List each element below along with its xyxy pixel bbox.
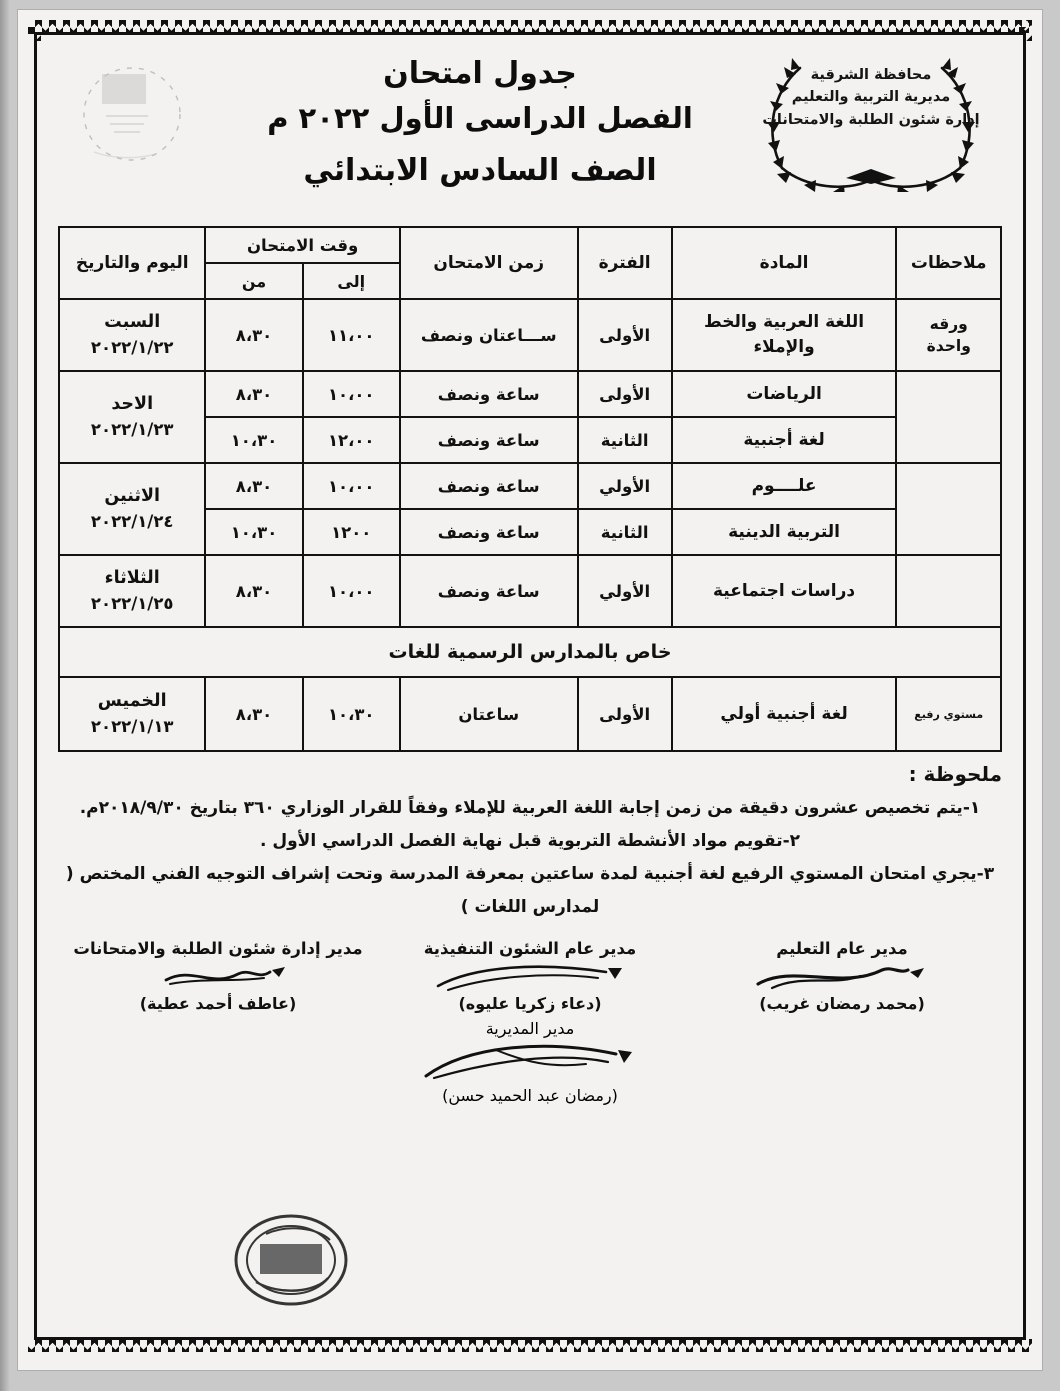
note-item-3: ٣-يجري امتحان المستوي الرفيع لغة أجنبية لمدة ساعتين بمعرفة المدرسة وتحت إشراف التوجيه الفني المختص ( لمدارس اللغات ): [65, 864, 995, 918]
languages-banner-row: [59, 627, 1001, 677]
signature-role: مدير عام التعليم: [776, 938, 908, 958]
cell-time-to: ١٢٠٠: [303, 509, 400, 555]
table-row: [59, 555, 1001, 627]
notes-section: [58, 762, 1002, 925]
signature-name: (عاطف أحمد عطية): [139, 993, 297, 1013]
day-date: ٢٠٢٢/١/٢٣: [90, 420, 174, 439]
signature-row: [58, 939, 1002, 1013]
cell-duration: ساعة ونصف: [400, 463, 578, 509]
cell-time-from: ٨،٣٠: [205, 371, 302, 417]
cell-time-to: ١٠،٣٠: [303, 677, 400, 751]
cell-period: الأولي: [578, 555, 672, 627]
cell-period: الأولى: [578, 371, 672, 417]
handwritten-signature-icon: [68, 960, 368, 994]
emblem-line-department: إدارة شئون الطلبة والامتحانات: [762, 111, 980, 128]
languages-schools-banner: خاص بالمدارس الرسمية للغات: [59, 627, 1001, 677]
cell-notes: [896, 555, 1001, 627]
cell-duration: ساعة ونصف: [400, 555, 578, 627]
th-notes: ملاحظات: [896, 227, 1001, 299]
day-date: ٢٠٢٢/١/٢٥: [90, 594, 174, 613]
table-header-row: [59, 227, 1001, 263]
cell-duration: ساعة ونصف: [400, 509, 578, 555]
cell-time-to: ١٢،٠٠: [303, 417, 400, 463]
document-page: [18, 10, 1042, 1370]
table-row: [59, 463, 1001, 509]
cell-subject: الرياضات: [672, 371, 897, 417]
cell-subject: علــــوم: [672, 463, 897, 509]
exam-schedule-table: [58, 226, 1002, 752]
cell-time-from: ٨،٣٠: [205, 463, 302, 509]
signature-role: مدير عام الشئون التنفيذية: [423, 938, 637, 958]
cell-time-to: ١١،٠٠: [303, 299, 400, 371]
handwritten-signature-icon: [692, 960, 992, 994]
cell-time-from: ٨،٣٠: [205, 555, 302, 627]
day-date: ٢٠٢٢/١/٢٤: [90, 512, 174, 531]
th-period: الفترة: [578, 227, 672, 299]
cell-period: الأولى: [578, 677, 672, 751]
cell-time-from: ١٠،٣٠: [205, 417, 302, 463]
document-header: [58, 50, 1002, 222]
day-date: ٢٠٢٢/١/٢٢: [90, 338, 174, 357]
th-exam-time: وقت الامتحان: [205, 227, 399, 263]
title-exam-schedule: جدول امتحان: [383, 56, 577, 91]
th-time-to: إلى: [303, 263, 400, 299]
signature-name: (رمضان عبد الحميد حسن): [442, 1085, 618, 1105]
page-title: [208, 56, 752, 188]
th-duration: زمن الامتحان: [400, 227, 578, 299]
cell-day-date: [59, 463, 205, 555]
cell-day-date: [59, 371, 205, 463]
cell-time-to: ١٠،٠٠: [303, 371, 400, 417]
cell-time-from: ١٠،٣٠: [205, 509, 302, 555]
signature-role: مدير المديرية: [485, 1018, 575, 1038]
cell-time-from: ٨،٣٠: [205, 677, 302, 751]
official-round-stamp-icon: [226, 1204, 356, 1314]
handwritten-signature-icon: [380, 960, 680, 994]
cell-subject: لغة أجنبية أولي: [672, 677, 897, 751]
table-row: [59, 299, 1001, 371]
ministry-emblem: [746, 52, 996, 192]
scan-edge-shadow: [0, 0, 10, 1391]
th-subject: المادة: [672, 227, 897, 299]
signature-block-directorate-manager: [370, 1019, 690, 1105]
title-term-year: الفصل الدراسى الأول ٢٠٢٢ م: [267, 101, 693, 135]
cell-subject: لغة أجنبية: [672, 417, 897, 463]
cell-subject: التربية الدينية: [672, 509, 897, 555]
day-name: الثلاثاء: [104, 567, 160, 588]
note-item-2: ٢-تقويم مواد الأنشطة التربوية قبل نهاية الفصل الدراسي الأول .: [259, 831, 801, 852]
signature-block-education-director: [692, 939, 992, 1013]
note-item-1: ١-يتم تخصيص عشرون دقيقة من زمن إجابة اللغة العربية للإملاء وفقاً للقرار الوزاري ٣٦٠ بتاريخ ٢٠١٨/٩/٣٠م.: [79, 798, 981, 818]
signature-name: (محمد رمضان غريب): [759, 993, 925, 1013]
cell-period: الأولى: [578, 299, 672, 371]
day-date: ٢٠٢٢/١/١٣: [90, 717, 174, 736]
cell-period: الأولي: [578, 463, 672, 509]
signature-name: (دعاء زكريا عليوه): [458, 993, 602, 1013]
notes-label: ملحوظة :: [908, 762, 1002, 786]
cell-notes: [896, 299, 1001, 371]
signature-role: مدير إدارة شئون الطلبة والامتحانات: [73, 938, 363, 958]
signature-block-executive-affairs: [380, 939, 680, 1013]
cell-notes: [896, 463, 1001, 555]
day-name: الاحد: [111, 393, 154, 414]
emblem-line-governorate: محافظة الشرقية: [810, 67, 932, 83]
cell-subject: اللغة العربية والخط والإملاء: [672, 299, 897, 371]
cell-notes: مستوي رفيع: [896, 677, 1001, 751]
note-line-1: ورقه: [929, 314, 968, 333]
cell-duration: ساعة ونصف: [400, 417, 578, 463]
handwritten-signature-icon: [370, 1038, 690, 1086]
table-row: [59, 677, 1001, 751]
day-name: الاثنين: [104, 485, 161, 506]
cell-day-date: [59, 555, 205, 627]
cell-notes: [896, 371, 1001, 463]
emblem-line-directorate: مديرية التربية والتعليم: [791, 89, 951, 106]
title-grade: الصف السادس الابتدائي: [303, 153, 657, 188]
cell-day-date: [59, 299, 205, 371]
th-day-date: اليوم والتاريخ: [59, 227, 205, 299]
official-stamp-watermark-icon: [72, 56, 192, 176]
cell-time-from: ٨،٣٠: [205, 299, 302, 371]
cell-time-to: ١٠،٠٠: [303, 555, 400, 627]
th-time-from: من: [205, 263, 302, 299]
cell-period: الثانية: [578, 417, 672, 463]
table-row: [59, 371, 1001, 417]
signature-block-student-affairs: [68, 939, 368, 1013]
day-name: السبت: [104, 311, 161, 332]
cell-time-to: ١٠،٠٠: [303, 463, 400, 509]
cell-duration: ساعتان: [400, 677, 578, 751]
day-name: الخميس: [97, 690, 167, 711]
border-zigzag-bottom: [28, 1339, 1032, 1352]
cell-period: الثانية: [578, 509, 672, 555]
note-line-2: واحدة: [926, 337, 971, 355]
cell-subject: دراسات اجتماعية: [672, 555, 897, 627]
cell-duration: ساعة ونصف: [400, 371, 578, 417]
cell-day-date: [59, 677, 205, 751]
cell-duration: ســـاعتان ونصف: [400, 299, 578, 371]
